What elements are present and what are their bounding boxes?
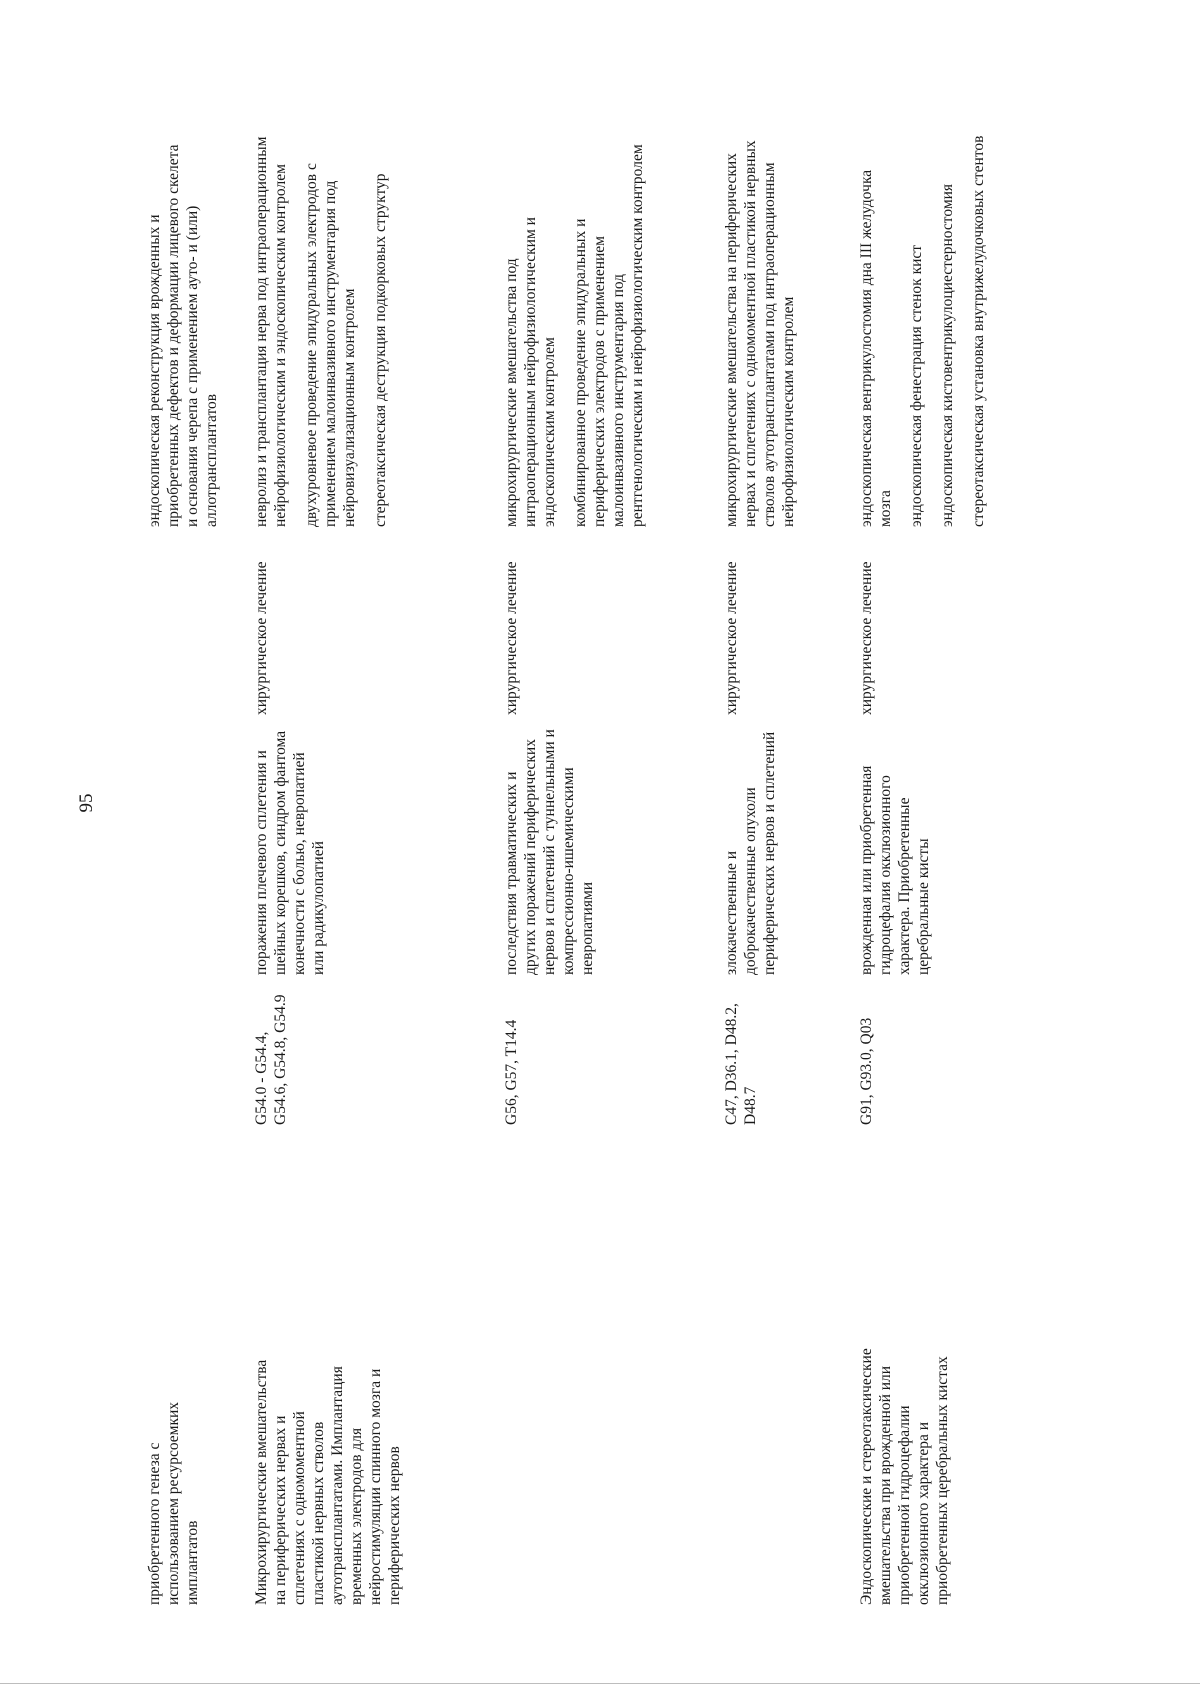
row-3-disease-cell [722,725,779,975]
row-2-treatment: хирургическое лечение [503,561,520,715]
row-1-treatment-cell [252,555,271,715]
row-1-name-cell [252,1345,404,1605]
row-1-name: Микрохирургические вмешательства на периферических нервах и сплетениях с одномоментной пластикой нервных стволов аутотрансплантатами. Имплантация временных электродов для нейростимуляции спинного мозга и периферических нервов [253,1359,403,1605]
row-2-disease: последствия травматических и других поражений периферических нервов и сплетений с туннельными и компрессионно-ишемическими невропатиями [503,729,596,975]
row-4-method-3: эндоскопическая кистовентрикулоциестерностомия [939,183,956,527]
row-2-disease-cell [502,725,597,975]
row-3-disease: злокачественные и доброкачественные опухоли периферических нервов и сплетений [723,731,778,975]
row-1-disease-cell [252,725,328,975]
row-3-codes-cell [722,987,760,1125]
row-1-method-1: невролиз и трансплантация нерва под интраоперационным нейрофизиологическим и эндоскопическим контролем [253,136,289,527]
row-4-disease-cell [857,725,933,975]
row-2-codes: G56, G57, T14.4 [503,1019,520,1125]
row-0-name-continuation: приобретенного генеза с использованием ресурсоемких имплантатов [146,1401,201,1605]
row-1-codes-cell [252,987,290,1125]
scan-edge-line [0,1683,1200,1684]
row-4-method-4: стереотаксическая установка внутрижелудочковых стентов [970,135,987,527]
row-4-codes-cell [857,987,876,1125]
row-3-treatment: хирургическое лечение [723,561,740,715]
row-3-method-1: микрохирургические вмешательства на периферических нервах и сплетениях с одномоментной пластикой нервных стволов аутотрансплантатами под интраоперационным нейрофизиологическим контролем [723,140,797,527]
row-4-treatment: хирургическое лечение [858,561,875,715]
page-number: 95 [76,793,97,813]
row-0-method-1: эндоскопическая реконструкция врожденных и приобретенных дефектов и деформации лицевого скелета и основания черепа с применением ауто- и (или) аллотрансплантатов [146,144,220,527]
row-3-methods-cell [722,135,798,527]
row-0-methods-cell [145,135,221,527]
row-1-method-2: двухуровневое проведение эпидуральных электродов с применением малоинвазивного инструментария под нейровизуализационным контролем [303,163,358,527]
row-1-disease: поражения плечевого сплетения и шейных корешков, синдром фантома конечности с болью, невропатией или радикулопатией [253,730,327,975]
row-1-codes: G54.0 - G54.4, G54.6, G54.8, G54.9 [253,994,289,1125]
row-4-method-1: эндоскопическая вентрикулостомия дна III желудочка мозга [858,169,894,527]
row-1-methods-cell [252,135,390,527]
row-0-name-cell [145,1345,202,1605]
row-3-codes: C47, D36.1, D48.2, D48.7 [723,1003,759,1125]
row-4-methods-cell [857,135,988,527]
row-1-method-3: стереотаксическая деструкция подкорковых структур [372,173,389,527]
row-4-name: Эндоскопические и стереотаксические вмешательства при врожденной или приобретенной гидроцефалии окклюзионного характера и приобретенных церебральных кистах [858,1348,951,1605]
row-4-disease: врожденная или приобретенная гидроцефалия окклюзионного характера. Приобретенные церебральные кисты [858,765,932,975]
row-4-method-2: эндоскопическая фенестрация стенок кист [908,244,925,527]
row-4-treatment-cell [857,555,876,715]
row-1-treatment: хирургическое лечение [253,561,270,715]
row-2-treatment-cell [502,555,521,715]
row-4-name-cell [857,1345,952,1605]
row-2-method-2: комбинированное проведение эпидуральных и периферических электродов с применением малоинвазивного инструментария под рентгенологическим и нейрофизиологическим контролем [572,144,646,527]
services-table [145,135,1145,1605]
row-2-codes-cell [502,987,521,1125]
row-2-methods-cell [502,135,647,527]
row-2-method-1: микрохирургические вмешательства под интраоперационным нейрофизиологическим и эндоскопическим контролем [503,217,558,527]
row-4-codes: G91, G93.0, Q03 [858,1017,875,1125]
row-3-treatment-cell [722,555,741,715]
